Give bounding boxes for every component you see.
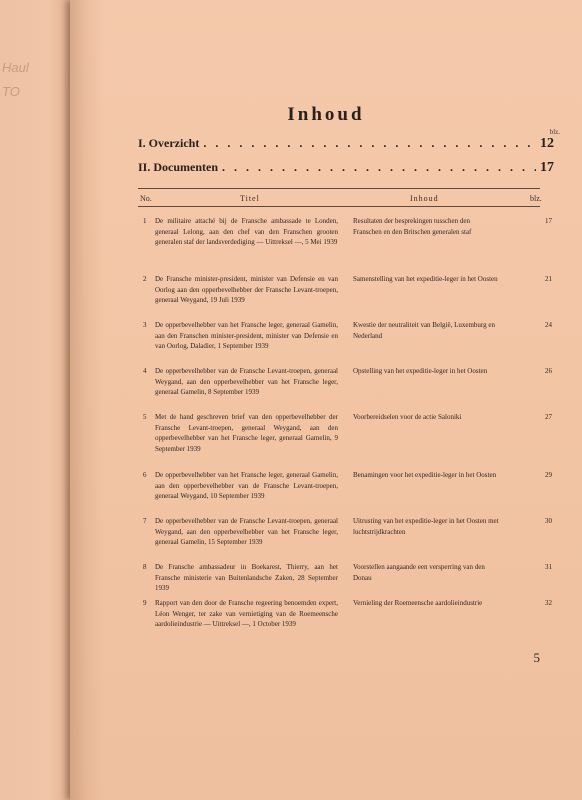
row-number: 2 (143, 275, 147, 283)
row-number: 6 (143, 471, 147, 479)
row-page: 31 (545, 563, 552, 571)
row-title: Rapport van den door de Fransche regeering benoemden expert, Léon Wenger, ter zake van vernietiging van de Roemeensche aardolieindustrie — Uittreksel —, 1 October 1939 (155, 599, 338, 628)
row-number: 9 (143, 599, 147, 607)
toc-item-overzicht[interactable] (138, 136, 554, 152)
row-title: De militaire attaché bij de Fransche ambassade te Londen, generaal Lelong, aan den chef van den Franschen grooten generalen staf der landsverdediging — Uittreksel —, 5 Mei 1939 (155, 217, 338, 246)
row-page: 29 (545, 471, 552, 479)
row-content: Vernieling der Roemeensche aardolieindustrie (353, 599, 483, 607)
row-title: De opperbevelhebber van de Fransche Levant-troepen, generaal Weygand, aan den opperbevelhebber van het Fransche leger, generaal Gamelin, 8 September 1939 (155, 367, 338, 396)
row-title: De Fransche ambassadeur in Boekarest, Thierry, aan het Fransche ministerie van Buitenlandsche Zaken, 28 September 1939 (155, 563, 338, 592)
column-header-no: No. (140, 194, 152, 203)
row-page: 32 (545, 599, 552, 607)
row-page: 30 (545, 517, 552, 525)
row-number: 5 (143, 413, 147, 421)
row-number: 3 (143, 321, 147, 329)
toc-item-label: II. Documenten (138, 160, 218, 174)
row-title: Met de hand geschreven brief van den opperbevelhebber der Fransche Levant-troepen, generaal Weygand, aan den opperbevelhebber van het Fransche leger, generaal Gamelin, 9 September 1939 (155, 413, 338, 453)
column-header-blz: blz. (530, 194, 542, 203)
page-title: Inhoud (287, 104, 365, 125)
table-top-rule (138, 188, 540, 189)
row-content: Resultaten der besprekingen tusschen den Franschen en den Britschen generalen staf (353, 217, 472, 236)
row-number: 7 (143, 517, 147, 525)
row-title: De opperbevelhebber van het Fransche leger, generaal Gamelin, aan den Franschen minister-president, minister van Defensie en van Oorlog, Daladier, 1 September 1939 (155, 321, 338, 350)
row-content: Benamingen voor het expeditie-leger in het Oosten (353, 471, 497, 479)
spine-mark-2: TO (2, 84, 20, 99)
row-number: 4 (143, 367, 147, 375)
blz-column-label: blz. (549, 128, 560, 136)
row-page: 24 (545, 321, 552, 329)
row-content: Samenstelling van het expeditie-leger in het Oosten (353, 275, 498, 283)
row-page: 17 (545, 217, 552, 225)
table-header-rule (138, 206, 540, 207)
toc-leader-dots (222, 160, 536, 175)
row-content: Voorbereidselen voor de actie Saloniki (353, 413, 462, 421)
toc-item-page: 17 (540, 160, 554, 175)
row-title: De opperbevelhebber van het Fransche leger, generaal Gamelin, aan den opperbevelhebber van de Fransche Levant-troepen, generaal Weygand, 10 September 1939 (155, 471, 338, 500)
row-page: 27 (545, 413, 552, 421)
toc-item-documenten[interactable] (138, 160, 554, 176)
row-content: Uitrusting van het expeditie-leger in het Oosten met luchtstrijdkrachten (353, 517, 499, 536)
row-title: De opperbevelhebber van de Fransche Levant-troepen, generaal Weygand, aan den opperbevelhebber van het Fransche leger, generaal Gamelin, 15 September 1939 (155, 517, 338, 546)
row-title: De Fransche minister-president, minister van Defensie en van Oorlog aan den opperbevelhebber der Fransche Levant-troepen, generaal Weygand, 19 Juli 1939 (155, 275, 338, 304)
row-page: 26 (545, 367, 552, 375)
column-header-titel: Titel (240, 194, 260, 203)
document-page (70, 0, 582, 800)
toc-item-page: 12 (540, 136, 554, 151)
toc-leader-dots (203, 136, 536, 151)
spine-mark-1: Haul (2, 60, 29, 75)
row-content: Voorstellen aangaande een versperring van den Donau (353, 563, 485, 582)
page-number: 5 (533, 650, 540, 665)
row-page: 21 (545, 275, 552, 283)
toc-item-label: I. Overzicht (138, 136, 200, 150)
row-content: Kwestie der neutraliteit van België, Luxemburg en Nederland (353, 321, 495, 340)
column-header-inhoud: Inhoud (410, 194, 439, 203)
row-number: 1 (143, 217, 147, 225)
book-spine-edge (0, 0, 80, 800)
row-number: 8 (143, 563, 147, 571)
row-content: Opstelling van het expeditie-leger in het Oosten (353, 367, 488, 375)
